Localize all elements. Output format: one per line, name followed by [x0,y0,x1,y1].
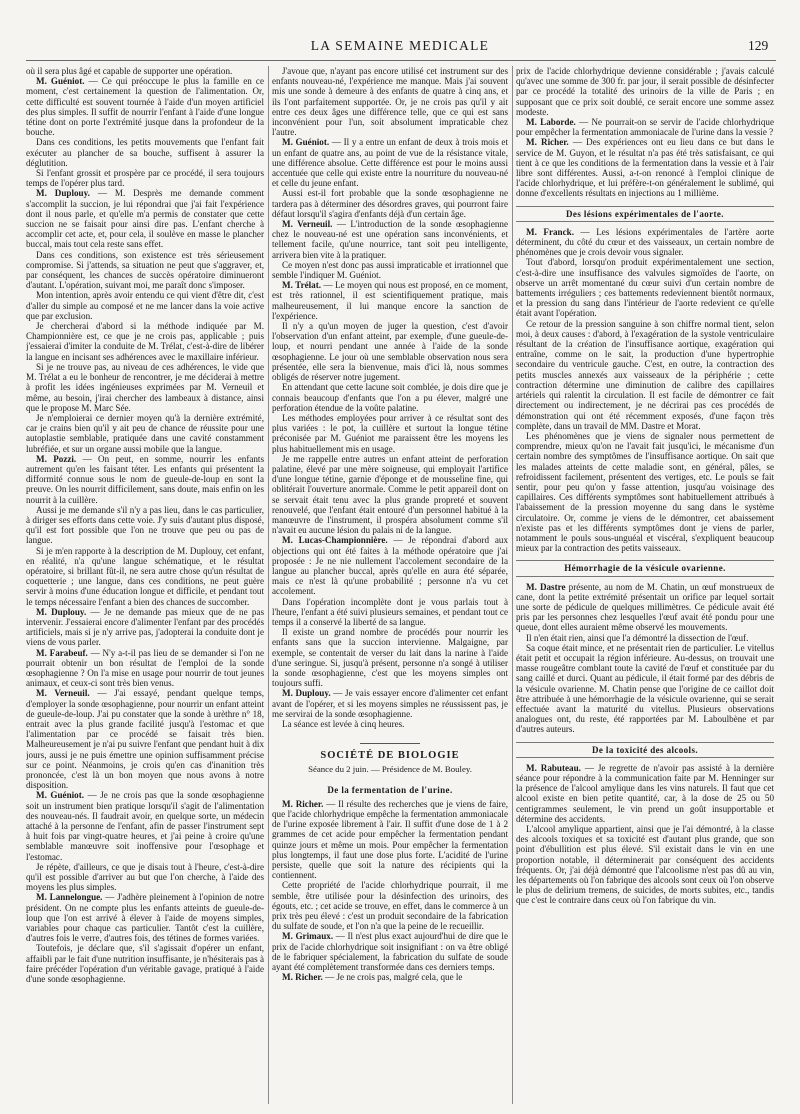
speaker-name: M. Lucas-Championnière. [282,535,388,546]
paragraph-text: Toutefois, je déclare que, s'il s'agissait d'opérer un enfant, affaibli par le fait d'une nutrition insuffisante, je n'hésiterais pas à faire précéder l'opération d'un véritable gavage, pratiqué à l'aide d'une sonde œsophagienne. [26,943,264,985]
speaker-name: M. Dastre [526,581,566,592]
paragraph [272,66,508,137]
paragraph [272,535,508,596]
paragraph-text: Ce retour de la pression sanguine à son chiffre normal tient, selon moi, à deux causes : d'abord, à l'exagération de la systole ventriculaire résultant de la création de l'insuffisance aortique, exagération qui entraîne, comme on le sait, la production d'une hypertrophie secondaire du ventricule gauche. C'est, en outre, la contraction des petits muscles annexés aux vaisseaux de la périphérie ; cette contraction détermine une diminution de calibre des capillaires artériels qui ralentit la circulation. Il est facile de démontrer ce fait directement ou indirectement, je ne décrirai pas ces procédés de démonstration qui ont été récemment exposés, d'une façon très complète, dans un travail de MM. Dastre et Morat. [516,318,774,431]
speaker-name: M. Guéniot. [282,137,330,148]
speaker-name: M. Pozzi. [36,453,77,464]
paragraph [26,892,264,943]
paragraph-text: — Je ne crois pas que la sonde œsophagienne soit un instrument bien pratique lorsqu'il s'agit de l'alimentation des nouveau-nés. Il faudrait avoir, en quelque sorte, un médecin attaché à la personne de l'enfant, afin de passer l'instrument sept à huit fois par vingt-quatre heures, et j'ai peine à croire qu'une semblable manœuvre soit inoffensive pour l'œsophage et l'estomac. [26,790,264,862]
paragraph-text: — Je répondrai d'abord aux objections qui ont été faites à la méthode opératoire que j'ai proposée : Je ne nie nullement l'accolement secondaire de la langue au plancher buccal, après qu'elle en aura été séparée, mais ce n'est là qu'une probabilité ; personne n'a vu cet accolement. [272,535,508,597]
paragraph-text: — J'ai essayé, pendant quelque temps, d'employer la sonde œsophagienne, pour nourrir un enfant atteint de gueule-de-loup. J'ai pu constater que la sonde à urèthre n° 18, entrait avec la plus grande facilité jusqu'à l'estomac et que l'alimentation par ce procédé se faisait très bien. Malheureusement je n'ai pu suivre l'enfant que pendant huit à dix jours, aussi je ne puis émettre une opinion suffisamment précise sur ce point. Néanmoins, je crois qu'en cas d'inanition très prononcée, c'est là un bon moyen que nous avons à notre disposition. [26,688,264,791]
speaker-name: M. Verneuil. [36,688,90,699]
paragraph-text: Je répète, d'ailleurs, ce que je disais tout à l'heure, c'est-à-dire qu'il est possible d'arriver au but que l'on cherche, à l'aide des moyens les plus simples. [26,861,264,893]
paragraph-text: Dans l'opération incomplète dont je vous parlais tout à l'heure, l'enfant a été suivi plusieurs semaines, et pendant tout ce temps il a conservé la liberté de sa langue. [272,596,508,627]
running-title: LA SEMAINE MEDICALE [310,38,490,53]
paragraph-text: — Il n'est plus exact aujourd'hui de dire que le prix de l'acide chlorhydrique soit insignifiant : on va être obligé de le fabriquer spécialement, la fabrication du sulfate de soude ayant été complètement transformée dans ces derniers temps. [272,931,508,973]
paragraph [516,137,774,198]
paragraph [272,413,508,454]
paragraph [516,319,774,431]
paragraph-text: — Les lésions expérimentales de l'artère aorte déterminent, du côté du cœur et des vaisseaux, un certain nombre de phénomènes que je crois devoir vous signaler. [516,226,774,258]
paragraph [516,227,774,258]
closing-line: La séance est levée à cinq heures. [282,719,405,729]
paragraph-text: présente, au nom de M. Chatin, un œuf monstrueux de cane, dont la petite extrémité présentait un orifice par lequel sortait une sorte de pédicule de quelques millimètres. Ce pédicule avait été pris par les personnes chez lesquelles l'œuf avait été pondu pour une queue, dont elles auraient même observé les mouvements. [516,581,774,633]
subheading: De la toxicité des alcools. [516,742,774,758]
speaker-name: M. Laborde. [526,117,576,128]
paragraph [26,607,264,648]
speaker-name: M. Richer. [526,137,569,148]
paragraph-text: Si l'enfant grossit et prospère par ce procédé, il sera toujours temps de l'opérer plus tard. [26,168,264,189]
paragraph-text: — M. Desprès me demande comment s'accomplit la succion, je lui répondrai que j'ai fait l'expérience dont il nous parle, et qu'elle m'a permis de constater que cette succion ne se faisait pour ainsi dire pas. L'enfant cherche à accomplir cet acte, et, pour cela, il soulève en masse le plancher buccal, mais tout cela reste sans effet. [26,188,264,250]
paragraph [26,790,264,861]
paragraph-text: Les phénomènes que je viens de signaler nous permettent de comprendre, mieux qu'on ne l'avait fait jusqu'ici, le mécanisme d'un certain nombre des symptômes de l'insuffisance aortique. On sait que les malades atteints de cette maladie sont, en général, pâles, se refroidissent facilement, présentent des vertiges, etc. Le pouls se fait sentir, pour peu qu'on y fasse attention, jusqu'au voisinage des capillaires. Ces différents symptômes sont habituellement attribués à l'abaissement de la pression moyenne du sang dans le système circulatoire. Or, comme je viens de le démontrer, cet abaissement n'existe pas et les différents symptômes dont je viens de parler, notamment le pouls sous-unguéal et viscéral, s'expliquent beaucoup mieux par la contraction des petits vaisseaux. [516,430,774,554]
paragraph-text: — On peut, en somme, nourrir les enfants autrement qu'en les faisant téter. Les enfants qui présentent la difformité connue sous le nom de gueule-de-loup en sont la preuve. On les nourrit difficilement, sans doute, mais enfin on les nourrit à la cuillère. [26,453,264,505]
paragraph [516,633,774,643]
speaker-name: M. Lannelongue. [36,892,103,903]
paragraph-text: — Je regrette de n'avoir pas assisté à la dernière séance pour répondre à la communication faite par M. Henninger sur la présence de l'alcool amylique dans les vins naturels. Il faut que cet alcool existe en bien petite quantité, car, à la dose de 25 ou 50 centigrammes seulement, le vin prend un goût insupportable et détermine des accidents. [516,762,774,824]
paragraph-text: Il n'y a qu'un moyen de juger la question, c'est d'avoir l'observation d'un enfant atteint, par exemple, d'une gueule-de-loup, et nourri pendant une année à l'aide de la sonde œsophagienne. Le jour où une semblable observation nous sera présentée, elle sera la bienvenue, mais d'ici là, nous sommes obligés de réserver notre jugement. [272,321,508,383]
paragraph-text: prix de l'acide chlorhydrique devienne considérable ; j'avais calculé qu'avec une somme de 300 fr. par jour, il serait possible de désinfecter par ce procédé la totalité des urinoirs de la ville de Paris ; en supposant que ce prix soit doublé, ce serait encore une somme assez modeste. [516,66,774,117]
paragraph-text: Tout d'abord, lorsqu'on produit expérimentalement une section, c'est-à-dire une insuffisance des valvules sigmoïdes de l'aorte, on observe un arrêt momentané du cœur suivi d'un certain nombre de battements irréguliers ; ces battements redeviennent bientôt normaux, et la pression du sang dans l'intérieur de l'aorte redevient ce qu'elle était avant l'opération. [516,257,774,319]
paragraph-text: Je n'emploierai ce dernier moyen qu'à la dernière extrémité, car je crains bien qu'il y ait peu de chance de réussite pour une autoplastie semblable, pratiquée dans une cavité constamment lubréfiée, et sur un organe aussi mobile que la langue. [26,412,264,454]
paragraph [26,321,264,362]
speaker-name: M. Richer. [282,972,323,983]
paragraph-text: — Ce qui préoccupe le plus la famille en ce moment, c'est certainement la question de l'alimentation. Or, cette difficulté est souvent tournée à l'aide d'un moyen artificiel des plus simples. Il suffit de nourrir l'enfant à l'aide d'une longue tétine dont on porte l'extrémité jusque dans la profondeur de la bouche. [26,76,264,138]
paragraph [26,188,264,249]
speaker-name: M. Richer. [282,798,324,809]
column-1 [26,66,264,1106]
paragraph-text: — Ne pourrait-on se servir de l'acide chlorhydrique pour empêcher la fermentation ammoniacale de l'urine dans la vessie ? [516,117,774,138]
paragraph [516,117,774,137]
column-rule [512,66,513,1104]
section-title: SOCIÉTÉ DE BIOLOGIE [272,743,508,761]
paragraph [26,137,264,168]
paragraph-text: — Des expériences ont eu lieu dans ce but dans le service de M. Guyon, et le résultat n'a pas été très satisfaisant, ce qui tient à ce que les conditions de la fermentation dans la vessie et à l'air libre sont différentes. Aussi, a-t-on renoncé à l'emploi clinique de l'acide chlorhydrique, et lui préfère-t-on généralement le sublimé, qui donne d'excellents résultats en injections au 1 millième. [516,137,774,199]
paragraph [26,76,264,137]
subheading: Hémorrhagie de la vésicule ovarienne. [516,560,774,576]
paragraph-text: Il existe un grand nombre de procédés pour nourrir les enfants sans que la succion intervienne. Malgaigne, par exemple, se contentait de verser du lait dans la narine à l'aide d'une seringue. Si, jusqu'à présent, personne n'a songé à utiliser la sonde œsophagienne, c'est que les moyens simples ont toujours suffi. [272,627,508,689]
paragraph [26,168,264,188]
paragraph [272,931,508,972]
speaker-name: M. Guéniot. [36,790,85,801]
paragraph-text: Les méthodes employées pour arriver à ce résultat sont des plus variées : le pot, la cuillère et surtout la longue tétine préconisée par M. Guéniot me paraissent être les moyens les plus habituellement mis en usage. [272,412,508,454]
paragraph [26,862,264,893]
paragraph-text: Cette propriété de l'acide chlorhydrique pourrait, il me semble, être utilisée pour la désinfection des urinoirs, des égouts, etc. ; cet acide se trouve, en effet, dans le commerce à un prix très peu élevé : c'est un produit secondaire de la fabrication du sulfate de soude, et l'on n'a que la peine de le recueillir. [272,880,508,932]
paragraph [272,188,508,219]
paragraph [272,382,508,413]
paragraph [26,413,264,454]
paragraph [272,627,508,688]
speaker-name: M. Duplouy. [282,688,331,699]
paragraph [272,688,508,719]
paragraph [272,597,508,628]
paragraph-text: — Il résulte des recherches que je viens de faire, que l'acide chlorhydrique empêche la fermentation ammoniacale de l'urine exposée librement à l'air. Il suffit d'une dose de 1 à 2 grammes de cet acide pour empêcher la fermentation pendant quinze jours et même un mois. Pour empêcher la fermentation plus longtemps, il faut une dose plus forte. L'acidité de l'urine persiste, quelle que soit la nature des récipients qui la contiennent. [272,798,508,881]
paragraph-text: Je me rappelle entre autres un enfant atteint de perforation palatine, élevé par une mère soigneuse, qui employait l'artifice d'une longue tétine, garnie d'éponge et de mousseline fine, qui oblitérait l'ouverture anormale. Comme le petit appareil dont on se servait était tenu avec la plus grande propreté et souvent renouvelé, que l'enfant était entouré d'un personnel habitué à la manœuvre de l'instrument, il prospéra absolument comme s'il n'avait eu aucune lésion du palais ni de la langue. [272,453,508,536]
paragraph-text: où il sera plus âgé et capable de supporter une opération. [26,66,233,76]
paragraph [26,648,264,689]
paragraph [516,763,774,824]
session-info: Séance du 2 juin. — Présidence de M. Bouley. [308,764,472,775]
paragraph-text: Mon intention, après avoir entendu ce qui vient d'être dit, c'est d'aller du simple au composé et ne me lancer dans la voie active que par exclusion. [26,290,264,321]
speaker-name: M. Guéniot. [36,76,85,87]
paragraph [272,880,508,931]
paragraph [272,799,508,881]
paragraph [26,688,264,790]
speaker-name: M. Verneuil. [282,219,333,230]
paragraph-text: — Il y a entre un enfant de deux à trois mois et un enfant de quatre ans, au point de vue de la résistance vitale, une différence absolue. Cette différence est pour le moins aussi accentuée que celle qui existe entre la nourriture du nouveau-né et celle du jeune enfant. [272,137,508,189]
paragraph-text: — J'adhère pleinement à l'opinion de notre président. On ne compte plus les enfants atteints de gueule-de-loup que l'on est arrivé à élever à l'aide de moyens simples, variables pour chaque cas particulier. Tantôt c'est la cuillère, d'autres fois le verre, d'autres fois, des tétines de formes variées. [26,892,264,944]
paragraph [26,290,264,321]
paragraph [516,643,774,735]
header-rule [26,60,776,61]
paragraph [26,454,264,505]
speaker-name: M. Franck. [526,226,574,237]
subheading: Des lésions expérimentales de l'aorte. [516,206,774,222]
paragraph-text: — Je ne demande pas mieux que de ne pas intervenir. J'essaierai encore d'alimenter l'enfant par des procédés artificiels, mais si je n'y arrive pas, j'adopterai la conduite dont je viens de vous parler. [26,606,264,648]
column-rule [268,66,269,1104]
paragraph-text: Aussi je me demande s'il n'y a pas lieu, dans le cas particulier, à diriger ses efforts dans cette voie. J'y suis d'autant plus disposé, qu'il est fort possible que l'on ne trouve que peu ou pas de langue. [26,504,264,546]
paragraph-text: — Le moyen qui nous est proposé, en ce moment, est très rationnel, il est scientifiquement pratique, mais malheureusement, il lui manque encore la sanction de l'expérience. [272,280,508,321]
speaker-name: M. Duplouy. [36,606,87,617]
paragraph [516,431,774,553]
column-2 [272,66,508,1106]
paragraph [272,321,508,382]
paragraph [26,362,264,413]
speaker-name: M. Duplouy. [36,188,90,199]
paragraph-text: — N'y a-t-il pas lieu de se demander si l'on ne pourrait obtenir un bon résultat de l'emploi de la sonde œsophagienne ? On l'a mise en usage pour nourrir de tout jeunes animaux, et ceux-ci sont très bien venus. [26,647,264,689]
paragraph-text: — L'introduction de la sonde œsophagienne chez le nouveau-né est une opération sans inconvénients, et tellement facile, qu'une nourrice, tant soit peu intelligente, arrivera bien vite à la pratiquer. [272,219,508,260]
paragraph [26,66,264,76]
paragraph-text: J'avoue que, n'ayant pas encore utilisé cet instrument sur des enfants nouveau-né, l'expérience me manque. Mais j'ai souvent mis une sonde à demeure à des enfants de quatre à cinq ans, et ils l'ont parfaitement supportée. Or, je ne crois pas qu'il y ait entre ces deux âges une différence telle, que ce qui est sans inconvénient pour l'un, soit absolument impraticable chez l'autre. [272,66,508,138]
paragraph [272,972,508,982]
subheading: De la fermentation de l'urine. [327,784,453,795]
paragraph [272,280,508,321]
paragraph-text: Aussi est-il fort probable que la sonde œsophagienne ne tardera pas à déterminer des désordres graves, qui pourront faire défaut lorsqu'il s'agira d'enfants déjà d'un certain âge. [272,188,508,219]
paragraph [516,824,774,906]
speaker-name: M. Farabeuf. [36,647,88,658]
paragraph [272,454,508,536]
paragraph-text: Si je m'en rapporte à la description de M. Duplouy, cet enfant, en réalité, n'a qu'une langue schématique, et le résultat opératoire, si brillant fût-il, ne sera autre chose qu'un résultat de coquetterie ; une langue, dans ces conditions, ne peut guère servir à moins d'une éducation longue et difficile, et pendant tout le temps nécessaire l'enfant a bien des chances de succomber. [26,545,264,607]
column-3 [516,66,774,1106]
speaker-name: M. Rabuteau. [526,762,581,773]
paragraph-text: En attendant que cette lacune soit comblée, je dois dire que je connais beaucoup d'enfants que l'on a pu élever, malgré une perforation étendue de la voûte palatine. [272,382,508,413]
paragraph [26,546,264,607]
paragraph-text: Sa coque était mince, et ne présentait rien de particulier. Le vitellus était petit et occupait la région inférieure. Au-dessus, on trouvait une masse rougeâtre comblant toute la cavité de l'œuf et constituée par du sang caillé et durci. Quant au pédicule, il était formé par des débris de la vésicule ovarienne. M. Chatin pense que l'origine de ce caillot doit être attribuée à une hémorrhagie de la vésicule ovarienne, qui se serait effectuée avant la maturité du vitellus. Plusieurs observations analogues ont, du reste, été rapportées par M. Laboulbène et par d'autres auteurs. [516,642,774,735]
paragraph-text: Ce moyen n'est donc pas aussi impraticable et irrationnel que semble l'indiquer M. Guéniot. [272,259,508,281]
speaker-name: M. Grimaux. [282,931,334,942]
paragraph-text: Dans ces conditions, son existence est très sérieusement compromise. Si j'attends, sa situation ne peut que s'aggraver, et, par conséquent, les chances de succès opératoire diminueront d'autant. L'opération, suivant moi, me paraît donc s'imposer. [26,249,264,291]
paragraph [516,582,774,633]
paragraph-text: Dans ces conditions, les petits mouvements que l'enfant fait exécuter au plancher de sa bouche, suffisent à assurer la déglutition. [26,137,264,168]
paragraph [26,250,264,291]
paragraph [516,257,774,318]
paragraph-text: — Je ne crois pas, malgré cela, que le [325,972,463,983]
paragraph-text: Si je ne trouve pas, au niveau de ces adhérences, le vide que M. Trélat a eu le bonheur de rencontrer, je me déciderai à mettre à profit les idées ingénieuses exprimées par M. Verneuil et même, au besoin, j'irai chercher des lambeaux à distance, ainsi que le propose M. Marc Sée. [26,361,264,413]
paragraph-text: Je chercherai d'abord si la méthode indiquée par M. Championnière est, ce que je ne crois pas, applicable ; puis j'essaierai d'imiter la conduite de M. Trélat, c'est-à-dire de libérer la langue en incisant ses adhérences avec le maxillaire inférieur. [26,321,264,362]
paragraph-text: — Je vais essayer encore d'alimenter cet enfant avant de l'opérer, et si les moyens simples ne réussissent pas, je me servirai de la sonde œsophagienne. [272,688,508,719]
paragraph-text: Il n'en était rien, ainsi que l'a démontré la dissection de l'œuf. [526,632,749,643]
page-number: 129 [748,38,769,53]
paragraph [272,219,508,260]
paragraph [26,943,264,984]
paragraph-text: L'alcool amylique appartient, ainsi que je l'ai démontré, à la classe des alcools toxiques et sa toxicité est d'autant plus grande, que son point d'ébullition est plus élevé. S'il existait dans le vin en une proportion notable, il déterminerait par conséquent des accidents fréquents. Or, j'ai déjà démontré que l'alcoolisme n'est pas dû au vin, les départements où l'on fabrique des alcools sont ceux où l'on observe le plus de delirium tremens, de suicides, de morts subites, etc., tandis que c'est le contraire dans ceux où l'on fabrique du vin. [516,824,774,906]
speaker-name: M. Trélat. [282,280,322,291]
paragraph [272,137,508,188]
paragraph [516,66,774,117]
paragraph [26,505,264,546]
paragraph [272,260,508,280]
